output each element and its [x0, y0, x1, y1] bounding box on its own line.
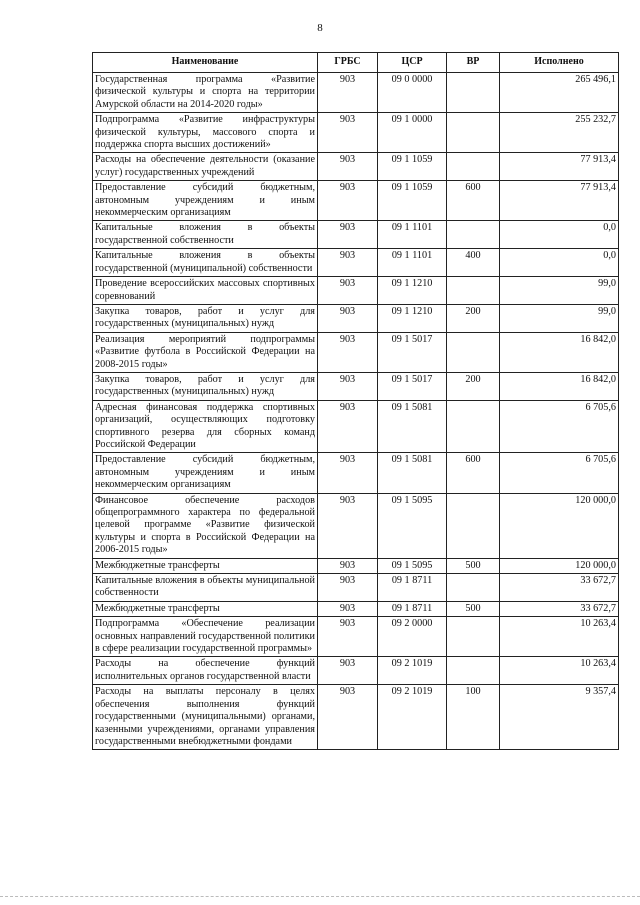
cell-name: Финансовое обеспечение расходов общепрограммного характера по федеральной целевой программе «Развитие физической культуры и спорта в Российской Федерации на 2006-2015 годы»: [93, 493, 318, 558]
cell-vr: [447, 153, 500, 181]
cell-sum: 120 000,0: [500, 558, 619, 573]
cell-vr: 500: [447, 601, 500, 616]
cell-name: Расходы на обеспечение деятельности (оказание услуг) государственных учреждений: [93, 153, 318, 181]
table-row: [93, 73, 619, 113]
table-row: [93, 277, 619, 305]
cell-vr: 600: [447, 181, 500, 221]
cell-name: Закупка товаров, работ и услуг для государственных (муниципальных) нужд: [93, 304, 318, 332]
cell-vr: 200: [447, 372, 500, 400]
table-row: [93, 574, 619, 602]
table-row: [93, 617, 619, 657]
cell-csr: 09 2 1019: [378, 657, 447, 685]
table-row: [93, 304, 619, 332]
budget-table: [92, 52, 619, 750]
cell-name: Капитальные вложения в объекты государственной (муниципальной) собственности: [93, 249, 318, 277]
table-header-row: [93, 53, 619, 73]
cell-name: Капитальные вложения в объекты муниципальной собственности: [93, 574, 318, 602]
cell-sum: 99,0: [500, 304, 619, 332]
cell-name: Адресная финансовая поддержка спортивных организаций, осуществляющих подготовку спортивного резерва для сборных команд Российской Федерации: [93, 400, 318, 453]
cell-csr: 09 1 1101: [378, 249, 447, 277]
cell-csr: 09 1 8711: [378, 601, 447, 616]
cell-sum: 255 232,7: [500, 113, 619, 153]
cell-sum: 33 672,7: [500, 574, 619, 602]
cell-vr: [447, 617, 500, 657]
cell-csr: 09 1 1210: [378, 304, 447, 332]
cell-grbs: 903: [318, 372, 378, 400]
cell-sum: 99,0: [500, 277, 619, 305]
cell-name: Государственная программа «Развитие физической культуры и спорта на территории Амурской области на 2014-2020 годы»: [93, 73, 318, 113]
table-row: [93, 153, 619, 181]
cell-name: Межбюджетные трансферты: [93, 558, 318, 573]
cell-csr: 09 1 1101: [378, 221, 447, 249]
cell-grbs: 903: [318, 277, 378, 305]
cell-name: Расходы на выплаты персоналу в целях обеспечения выполнения функций государственными (муниципальными) органами, казенными учреждениями, органами управления государственными внебюджетными фондами: [93, 685, 318, 750]
cell-name: Расходы на обеспечение функций исполнительных органов государственной власти: [93, 657, 318, 685]
cell-vr: [447, 574, 500, 602]
cell-vr: [447, 493, 500, 558]
cell-vr: 500: [447, 558, 500, 573]
cell-csr: 09 0 0000: [378, 73, 447, 113]
cell-csr: 09 1 5081: [378, 453, 447, 493]
cell-grbs: 903: [318, 332, 378, 372]
cell-csr: 09 1 5095: [378, 493, 447, 558]
cell-grbs: 903: [318, 73, 378, 113]
cell-name: Капитальные вложения в объекты государственной собственности: [93, 221, 318, 249]
cell-sum: 0,0: [500, 221, 619, 249]
cell-name: Реализация мероприятий подпрограммы «Развитие футбола в Российской Федерации на 2008-2015 годы»: [93, 332, 318, 372]
header-grbs: ГРБС: [318, 53, 378, 73]
cell-grbs: 903: [318, 221, 378, 249]
cell-sum: 33 672,7: [500, 601, 619, 616]
cell-csr: 09 1 8711: [378, 574, 447, 602]
cell-csr: 09 1 1059: [378, 181, 447, 221]
table-row: [93, 221, 619, 249]
cell-vr: [447, 400, 500, 453]
table-row: [93, 558, 619, 573]
cell-name: Подпрограмма «Обеспечение реализации основных направлений государственной политики в сфере реализации государственной программы»: [93, 617, 318, 657]
cell-sum: 6 705,6: [500, 453, 619, 493]
cell-sum: 77 913,4: [500, 153, 619, 181]
cell-csr: 09 1 5095: [378, 558, 447, 573]
cell-sum: 10 263,4: [500, 617, 619, 657]
cell-vr: [447, 221, 500, 249]
table-row: [93, 113, 619, 153]
cell-csr: 09 1 0000: [378, 113, 447, 153]
cell-vr: 200: [447, 304, 500, 332]
cell-name: Межбюджетные трансферты: [93, 601, 318, 616]
cell-grbs: 903: [318, 657, 378, 685]
table-row: [93, 181, 619, 221]
cell-vr: 100: [447, 685, 500, 750]
cell-csr: 09 2 1019: [378, 685, 447, 750]
cell-sum: 77 913,4: [500, 181, 619, 221]
cell-sum: 9 357,4: [500, 685, 619, 750]
cell-vr: [447, 332, 500, 372]
page-bottom-rule: [0, 896, 640, 897]
cell-sum: 16 842,0: [500, 372, 619, 400]
table-row: [93, 685, 619, 750]
cell-grbs: 903: [318, 153, 378, 181]
header-name: Наименование: [93, 53, 318, 73]
cell-sum: 6 705,6: [500, 400, 619, 453]
cell-grbs: 903: [318, 685, 378, 750]
table-row: [93, 601, 619, 616]
cell-grbs: 903: [318, 493, 378, 558]
cell-name: Подпрограмма «Развитие инфраструктуры физической культуры, массового спорта и поддержка спорта высших достижений»: [93, 113, 318, 153]
cell-vr: [447, 657, 500, 685]
cell-vr: 600: [447, 453, 500, 493]
cell-grbs: 903: [318, 453, 378, 493]
cell-vr: 400: [447, 249, 500, 277]
cell-csr: 09 1 1059: [378, 153, 447, 181]
cell-name: Проведение всероссийских массовых спортивных соревнований: [93, 277, 318, 305]
table-row: [93, 372, 619, 400]
cell-csr: 09 1 5017: [378, 372, 447, 400]
cell-grbs: 903: [318, 304, 378, 332]
cell-sum: 0,0: [500, 249, 619, 277]
table-row: [93, 332, 619, 372]
cell-grbs: 903: [318, 617, 378, 657]
header-vr: ВР: [447, 53, 500, 73]
cell-csr: 09 1 5017: [378, 332, 447, 372]
cell-csr: 09 1 1210: [378, 277, 447, 305]
cell-name: Закупка товаров, работ и услуг для государственных (муниципальных) нужд: [93, 372, 318, 400]
header-sum: Исполнено: [500, 53, 619, 73]
table-row: [93, 657, 619, 685]
page-number: 8: [317, 22, 323, 34]
cell-grbs: 903: [318, 400, 378, 453]
cell-sum: 120 000,0: [500, 493, 619, 558]
cell-grbs: 903: [318, 574, 378, 602]
cell-name: Предоставление субсидий бюджетным, автономным учреждениям и иным некоммерческим организациям: [93, 181, 318, 221]
cell-vr: [447, 73, 500, 113]
cell-vr: [447, 113, 500, 153]
header-csr: ЦСР: [378, 53, 447, 73]
cell-sum: 265 496,1: [500, 73, 619, 113]
table-row: [93, 453, 619, 493]
cell-grbs: 903: [318, 601, 378, 616]
cell-grbs: 903: [318, 113, 378, 153]
cell-name: Предоставление субсидий бюджетным, автономным учреждениям и иным некоммерческим организациям: [93, 453, 318, 493]
cell-grbs: 903: [318, 558, 378, 573]
cell-sum: 16 842,0: [500, 332, 619, 372]
cell-vr: [447, 277, 500, 305]
cell-csr: 09 2 0000: [378, 617, 447, 657]
cell-grbs: 903: [318, 181, 378, 221]
cell-sum: 10 263,4: [500, 657, 619, 685]
cell-grbs: 903: [318, 249, 378, 277]
table-row: [93, 249, 619, 277]
cell-csr: 09 1 5081: [378, 400, 447, 453]
table-row: [93, 493, 619, 558]
table-row: [93, 400, 619, 453]
